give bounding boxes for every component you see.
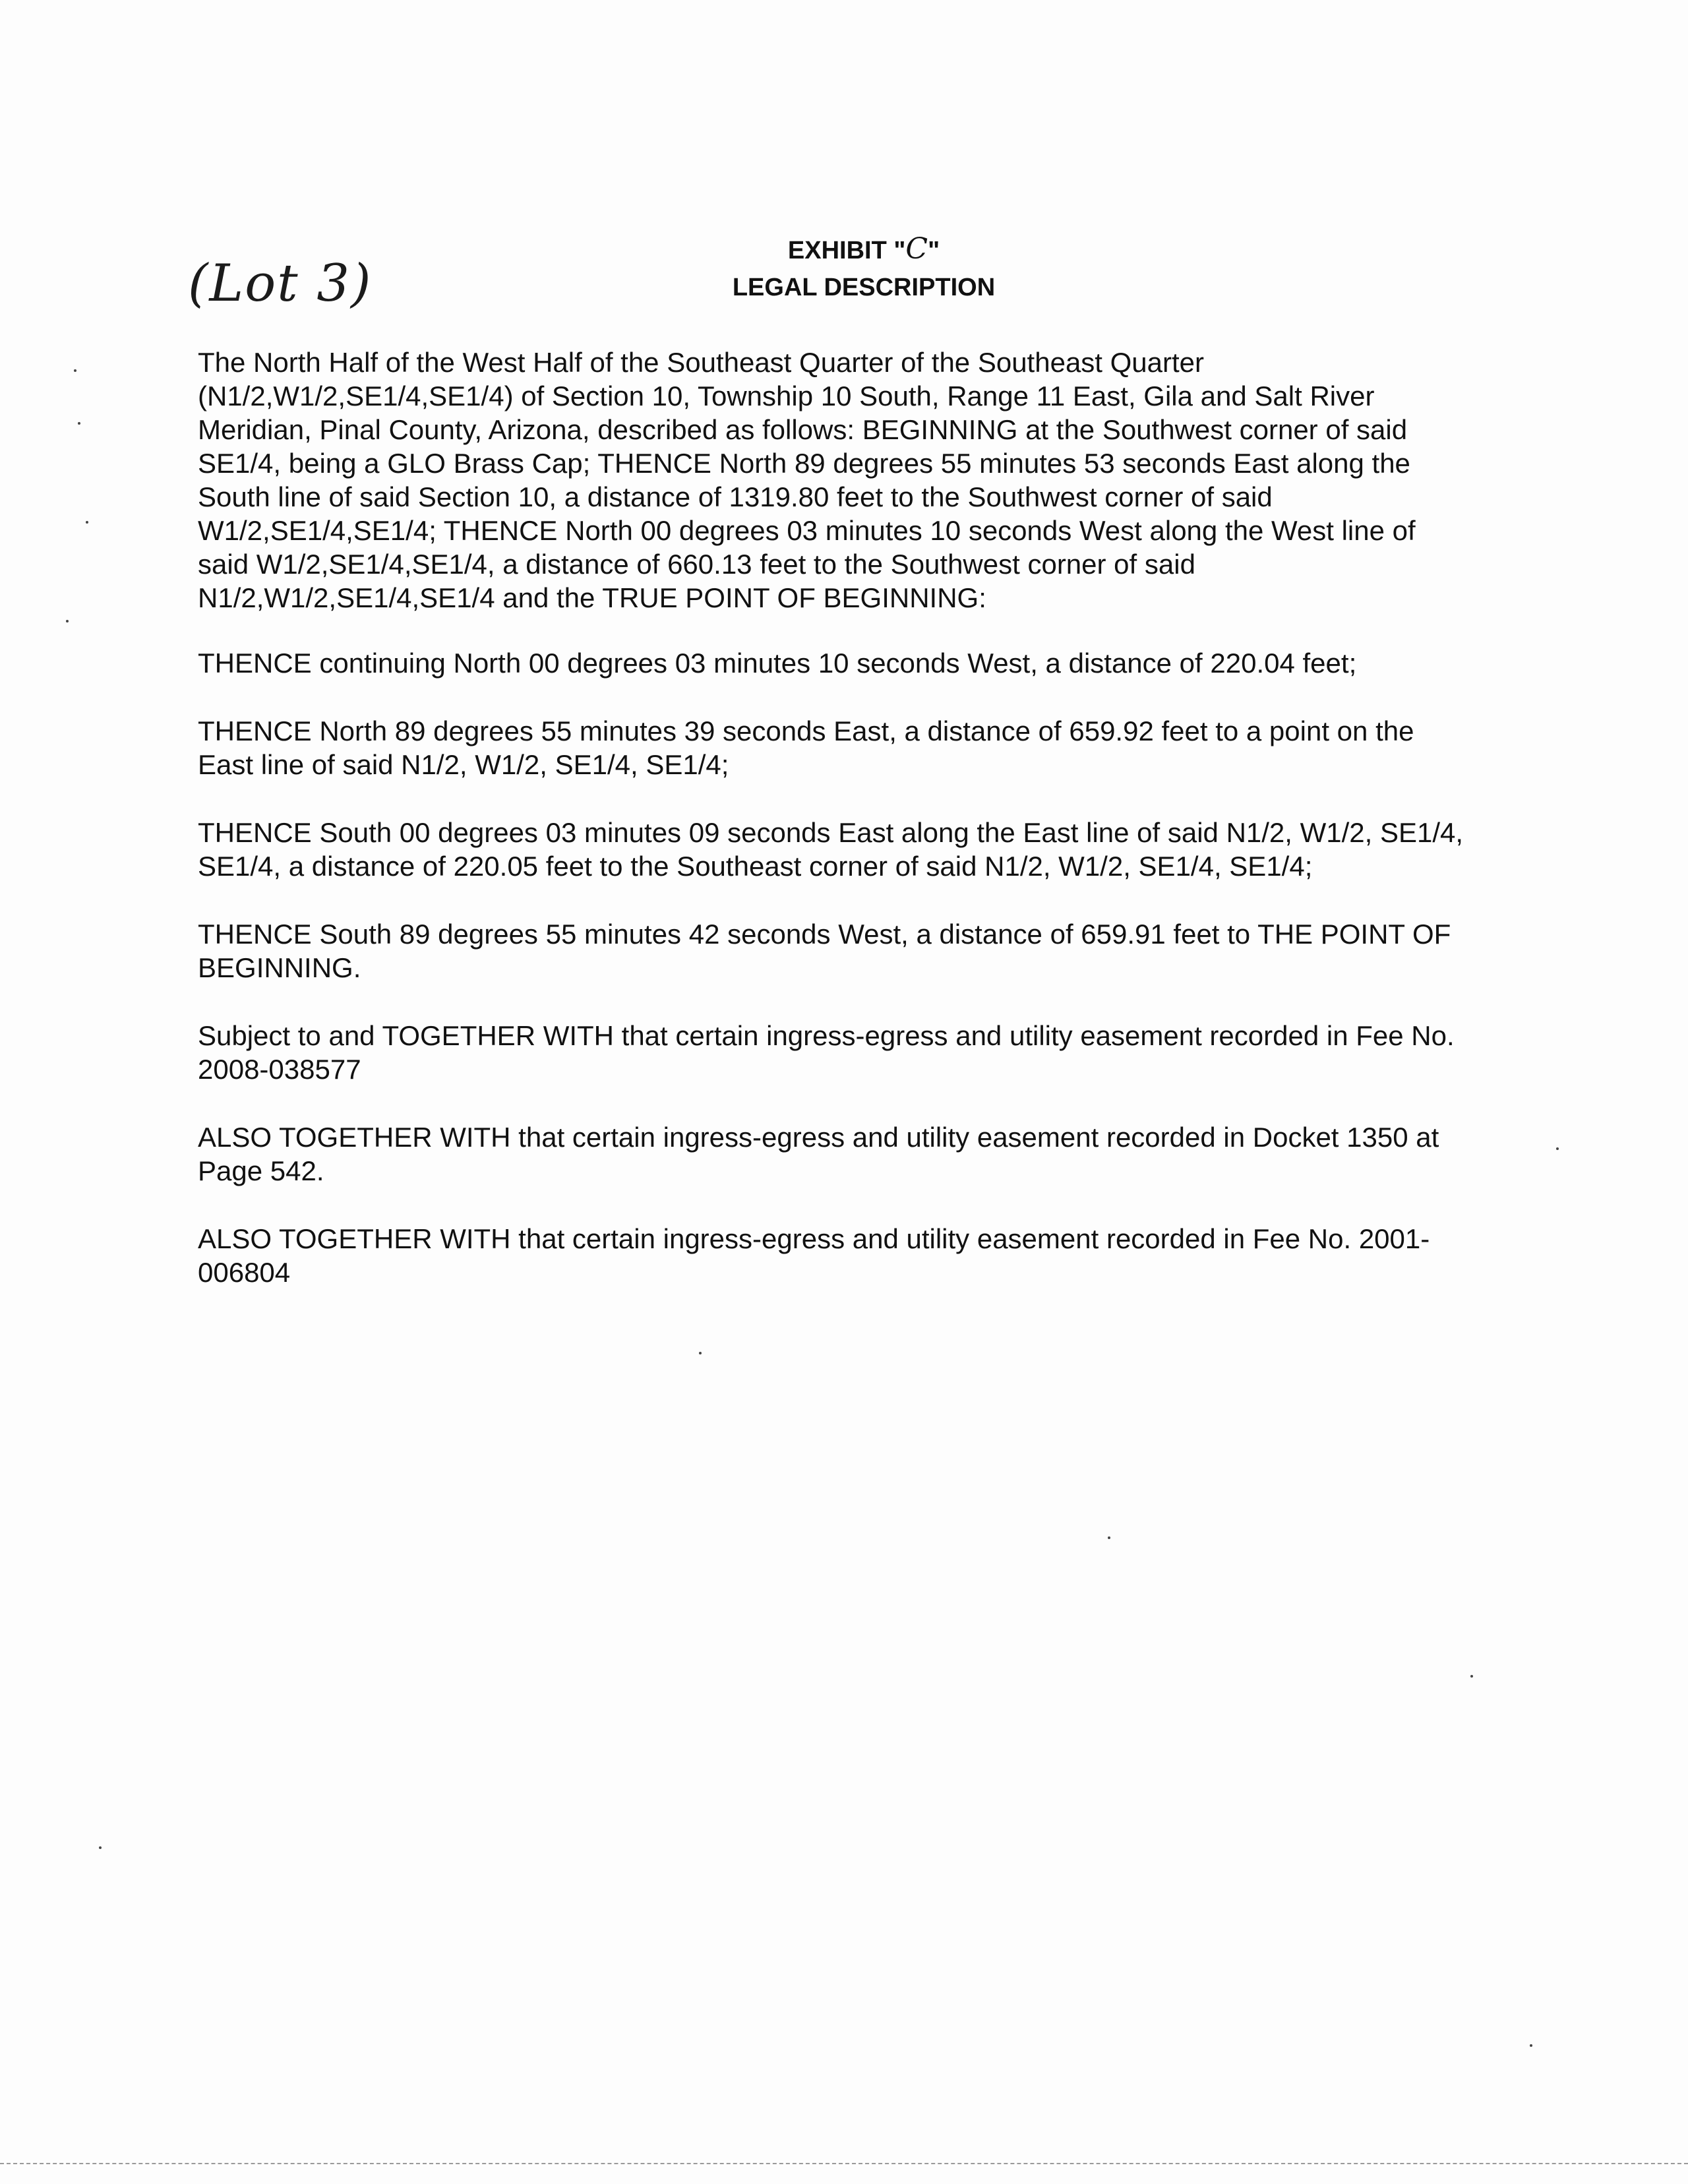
exhibit-header: [646, 231, 1081, 306]
paragraph-course-1: THENCE continuing North 00 degrees 03 minutes 10 seconds West, a distance of 220.04 feet;: [198, 648, 1357, 679]
handwritten-lot-annotation: (Lot 3): [188, 254, 373, 313]
scan-speck: [1530, 2044, 1532, 2047]
scan-speck: [86, 521, 88, 524]
scan-speck: [699, 1352, 702, 1354]
scan-speck: [78, 422, 80, 425]
exhibit-prefix: EXHIBIT ": [787, 237, 906, 264]
document-title: LEGAL DESCRIPTION: [732, 274, 996, 301]
exhibit-label: [646, 231, 1081, 269]
scan-speck: [1470, 1675, 1473, 1678]
legal-description-body: [198, 346, 1490, 1323]
paragraph-course-3: THENCE South 00 degrees 03 minutes 09 seconds East along the East line of said N1/2, W1/2, SE1/4, SE1/4, a distance of 220.05 feet to the Southeast corner of said N1/2, W1/2, SE1/4, SE1/4;: [198, 817, 1464, 882]
scan-speck: [74, 369, 76, 372]
paragraph-course-4: THENCE South 89 degrees 55 minutes 42 seconds West, a distance of 659.91 feet to THE POINT OF BEGINNING.: [198, 919, 1451, 983]
scan-speck: [1556, 1147, 1559, 1150]
paragraph-easement-2: ALSO TOGETHER WITH that certain ingress-egress and utility easement recorded in Docket 1350 at Page 542.: [198, 1122, 1439, 1186]
paragraph-parcel-description: The North Half of the West Half of the Southeast Quarter of the Southeast Quarter (N1/2,W1/2,SE1/4,SE1/4) of Section 10, Township 10 South, Range 11 East, Gila and Salt River Meridian, Pinal County, Arizona, described as follows: BEGINNING at the Southwest corner of said SE1/4, being a GLO Brass Cap; THENCE North 89 degrees 55 minutes 53 seconds East along the South line of said Section 10, a distance of 1319.80 feet to the Southwest corner of said W1/2,SE1/4,SE1/4; THENCE North 00 degrees 03 minutes 10 seconds West along the West line of said W1/2,SE1/4,SE1/4, a distance of 660.13 feet to the Southwest corner of said N1/2,W1/2,SE1/4,SE1/4 and the TRUE POINT OF BEGINNING:: [198, 347, 1416, 613]
paragraph-course-2: THENCE North 89 degrees 55 minutes 39 seconds East, a distance of 659.92 feet to a point on the East line of said N1/2, W1/2, SE1/4, SE1/4;: [198, 715, 1414, 780]
scan-speck: [1108, 1536, 1110, 1539]
scan-edge-line: [0, 2163, 1688, 2164]
paragraph-easement-1: Subject to and TOGETHER WITH that certain ingress-egress and utility easement recorded in Fee No. 2008-038577: [198, 1020, 1455, 1085]
scan-speck: [66, 620, 69, 622]
scan-speck: [99, 1846, 102, 1849]
exhibit-suffix: ": [928, 237, 940, 264]
exhibit-letter: C: [905, 232, 928, 266]
paragraph-easement-3: ALSO TOGETHER WITH that certain ingress-egress and utility easement recorded in Fee No. 2001- 006804: [198, 1223, 1430, 1288]
